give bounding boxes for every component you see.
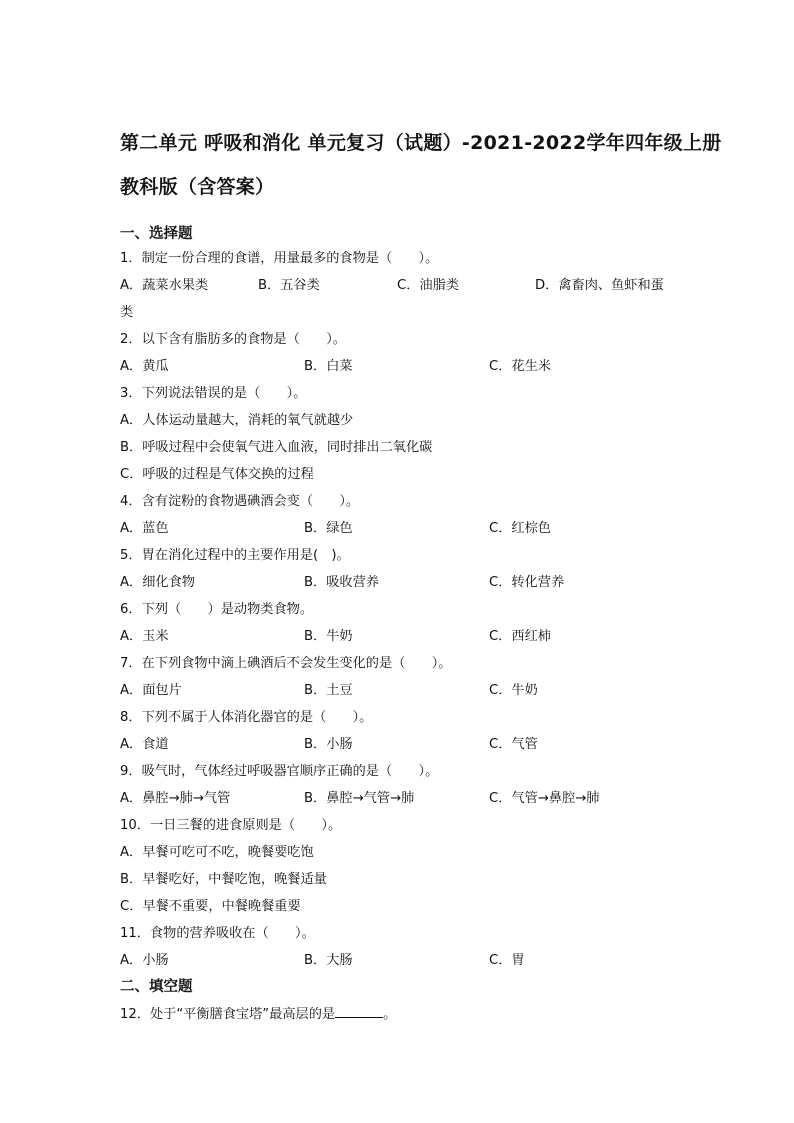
q12-stem-end: 。	[383, 1007, 397, 1022]
question-11: 11．食物的营养吸收在（ ）。	[120, 926, 315, 941]
q11-option-a: A．小肠	[120, 953, 169, 968]
question-2: 2．以下含有脂肪多的食物是（ ）。	[120, 332, 346, 347]
page-title-line-1: 第二单元 呼吸和消化 单元复习（试题）-2021-2022学年四年级上册	[120, 132, 722, 154]
q8-option-c: C．气管	[489, 737, 538, 752]
question-7: 7．在下列食物中滴上碘酒后不会发生变化的是（ ）。	[120, 656, 452, 671]
q12-stem: 12．处于“平衡膳食宝塔”最高层的是	[120, 1007, 336, 1022]
q6-option-a: A．玉米	[120, 629, 169, 644]
question-6: 6．下列（ ）是动物类食物。	[120, 602, 314, 617]
q7-option-b: B．土豆	[304, 683, 353, 698]
q8-option-a: A．食道	[120, 737, 169, 752]
q6-option-b: B．牛奶	[304, 629, 353, 644]
q1-option-c: C．油脂类	[397, 278, 459, 293]
q9-option-a: A．鼻腔→肺→气管	[120, 791, 231, 806]
section-heading-fill-in: 二、填空题	[120, 979, 193, 995]
q4-option-c: C．红棕色	[489, 521, 551, 536]
q9-option-c: C．气管→鼻腔→肺	[489, 791, 600, 806]
q1-option-b: B．五谷类	[258, 278, 320, 293]
q6-option-c: C．西红柿	[489, 629, 551, 644]
q4-option-b: B．绿色	[304, 521, 353, 536]
page-title-line-2: 教科版（含答案）	[120, 176, 275, 198]
q1-option-d: D．禽畜肉、鱼虾和蛋	[535, 278, 664, 293]
question-10: 10．一日三餐的进食原则是（ ）。	[120, 818, 342, 833]
answer-blank	[335, 1005, 383, 1018]
q2-option-c: C．花生米	[489, 359, 551, 374]
q3-option-a: A．人体运动量越大，消耗的氧气就越少	[120, 413, 354, 428]
q10-option-c: C．早餐不重要，中餐晚餐重要	[120, 899, 301, 914]
q7-option-a: A．面包片	[120, 683, 182, 698]
q2-option-a: A．黄瓜	[120, 359, 169, 374]
q1-option-d-wrap: 类	[120, 305, 134, 320]
section-heading-choice: 一、选择题	[120, 226, 193, 242]
q8-option-b: B．小肠	[304, 737, 353, 752]
q3-option-c: C．呼吸的过程是气体交换的过程	[120, 467, 314, 482]
q11-option-c: C．胃	[489, 953, 525, 968]
q5-option-a: A．细化食物	[120, 575, 195, 590]
q3-option-b: B．呼吸过程中会使氧气进入血液，同时排出二氧化碳	[120, 440, 433, 455]
question-8: 8．下列不属于人体消化器官的是（ ）。	[120, 710, 373, 725]
q11-option-b: B．大肠	[304, 953, 353, 968]
q10-option-b: B．早餐吃好，中餐吃饱，晚餐适量	[120, 872, 327, 887]
question-5: 5．胃在消化过程中的主要作用是( )。	[120, 548, 350, 563]
q10-option-a: A．早餐可吃可不吃，晚餐要吃饱	[120, 845, 314, 860]
q2-option-b: B．白菜	[304, 359, 353, 374]
q4-option-a: A．蓝色	[120, 521, 169, 536]
question-9: 9．吸气时，气体经过呼吸器官顺序正确的是（ ）。	[120, 764, 439, 779]
question-1: 1．制定一份合理的食谱，用量最多的食物是（ ）。	[120, 251, 439, 266]
question-12	[120, 1003, 396, 1022]
question-4: 4．含有淀粉的食物遇碘酒会变（ ）。	[120, 494, 360, 509]
q5-option-c: C．转化营养	[489, 575, 565, 590]
q9-option-b: B．鼻腔→气管→肺	[304, 791, 415, 806]
q5-option-b: B．吸收营养	[304, 575, 379, 590]
q1-option-a: A．蔬菜水果类	[120, 278, 209, 293]
q7-option-c: C．牛奶	[489, 683, 538, 698]
question-3: 3．下列说法错误的是（ ）。	[120, 386, 307, 401]
